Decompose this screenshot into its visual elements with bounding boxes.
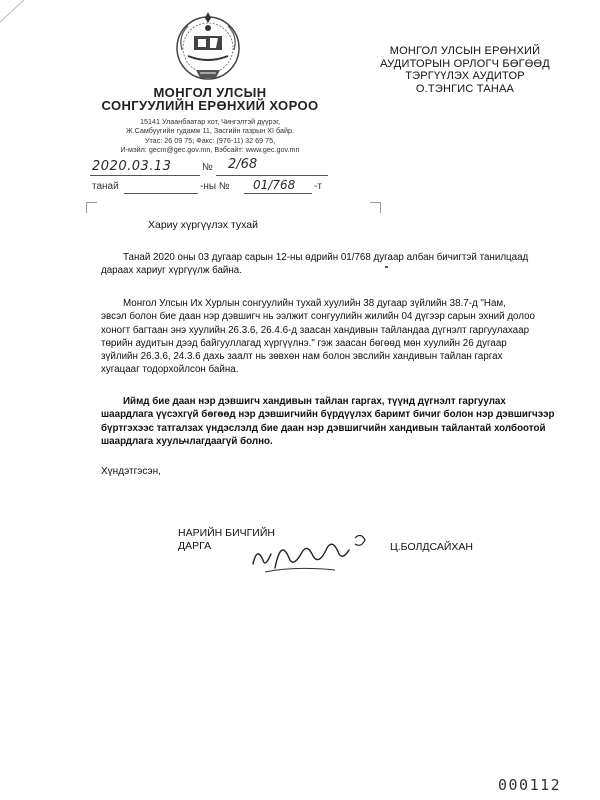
- state-emblem-icon: [172, 10, 244, 84]
- body-paragraph-3: Иймд бие даан нэр дэвшигч хандивын тайлан гаргах, түүнд дүгнэлт гаргуулах шаардлага үүсэхгүй бөгөөд нэр дэвшигчийн бүрдүүлэх баримт бичиг болон нэр дэвшигчээр бүртгэхээс татгалзах үндэслэлд бие даан нэр дэвшигчийн хандивын тайлантай холбоотой шаардлага хуульчлагдаагүй болно.: [101, 396, 555, 447]
- document-date: 2020.03.13: [92, 159, 172, 174]
- body-paragraph-1: Танай 2020 оны 03 дугаар сарын 12-ны өдрийн 01/768 дугаар албан бичигтэй танилцаад дараах хариуг хүргүүлж байна.: [101, 252, 529, 277]
- organization-address: 15141 Улаанбаатар хот, Чингэлтэй дүүрэг, Ж.Самбуугийн гудамж 11, Засгийн газрын XI байр. Утас: 26 09 75; Факс: (976-11) 32 69 75, И-мэйл: gecm@gec.gov.mn, Вэбсайт: www.gec.gov.mn: [120, 117, 300, 155]
- document-number: 2/68: [228, 157, 258, 172]
- number-label: №: [202, 162, 213, 173]
- fold-mark-left: [86, 202, 97, 213]
- tanai-suffix: -т: [314, 181, 322, 192]
- tanai-number-underline: [244, 193, 312, 194]
- tanai-number-label: -ны №: [200, 181, 230, 192]
- tanai-number: 01/768: [253, 178, 296, 192]
- tanai-date-underline: [124, 193, 198, 194]
- handwritten-signature: [245, 524, 385, 580]
- recipient-block: МОНГОЛ УЛСЫН ЕРӨНХИЙ АУДИТОРЫН ОРЛОГЧ БӨГӨӨД ТЭРГҮҮЛЭХ АУДИТОР О.ТЭНГИС ТАНАА: [380, 45, 550, 95]
- tanai-label: танай: [92, 181, 119, 192]
- letter-subject: Хариу хүргүүлэх тухай: [148, 219, 258, 231]
- number-underline: [216, 175, 328, 176]
- organization-name: МОНГОЛ УЛСЫН СОНГУУЛИЙН ЕРӨНХИЙ ХОРОО: [101, 85, 319, 113]
- signatory-name: Ц.БОЛДСАЙХАН: [390, 541, 474, 553]
- signatory-title: НАРИЙН БИЧГИЙН ДАРГА: [178, 527, 275, 552]
- body-paragraph-2: Монгол Улсын Их Хурлын сонгуулийн тухай хуулийн 38 дугаар зүйлийн 38.7-д "Нам, эвсэл болон бие даан нэр дэвшигч нь ээлжит сонгуулийн жилийн 04 дүгээр сарын эхний долоо хоногт багтаан энэ хуулийн 26.3.6, 26.4.6-д заасан хандивын тайландаа дүгнэлт гаргуулахаар төрийн аудитын дээд байгууллагад хүргүүлнэ." гэж заасан бөгөөд мөн хуулийн 26 дугаар зүйлийн 26.3.6, 24.3.6 дахь заалт нь зөвхөн нам болон эвслийн хандивын тайлан гаргах хугацааг тодорхойлсон байна.: [101, 298, 536, 376]
- closing-salutation: Хүндэтгэсэн,: [101, 466, 161, 477]
- page-number: 000112: [498, 776, 562, 794]
- fold-mark-right: [370, 202, 381, 213]
- date-underline: [90, 175, 200, 176]
